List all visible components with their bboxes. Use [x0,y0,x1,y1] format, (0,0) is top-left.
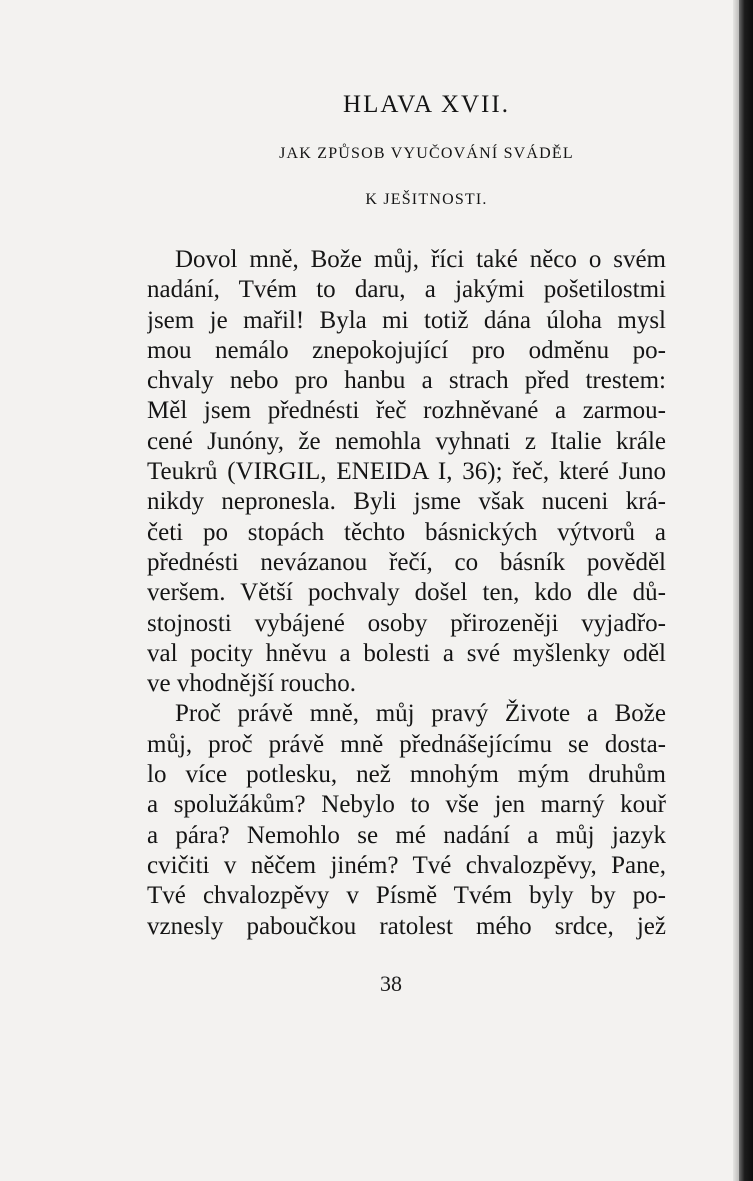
text-line: lo více potlesku, než mnohým mým druhům [147,761,666,789]
text-line: Proč právě mně, můj pravý Živote a Bože [175,700,666,728]
text-line: chvaly nebo pro hanbu a strach před trestem: [147,367,666,395]
text-line: vznesly paboučkou ratolest mého srdce, jež [147,912,666,940]
body-text [147,245,666,942]
book-binding-edge [739,0,753,1181]
paragraph-2 [147,699,666,941]
text-line: Tvé chvalozpěvy v Písmě Tvém byly by po- [147,882,666,910]
text-line: a pára? Nemohlo se mé nadání a můj jazyk [147,821,666,849]
chapter-heading: HLAVA XVII. [343,91,510,118]
text-line: četi po stopách těchto básnických výtvorů a [147,518,666,546]
chapter-subtitle-line2: K JEŠITNOSTI. [365,191,488,208]
text-line: nikdy nepronesla. Byli jsme však nuceni krá- [147,488,666,516]
text-line: můj, proč právě mně přednášejícímu se dosta- [147,730,666,758]
text-line: cené Junóny, že nemohla vyhnati z Italie krále [147,427,666,455]
text-line: nadání, Tvém to daru, a jakými pošetilostmi [147,276,666,304]
text-line: Teukrů (VIRGIL, ENEIDA I, 36); řeč, které Juno [147,458,666,486]
text-line: mou nemálo znepokojující pro odměnu po- [147,336,666,364]
text-line: ve vhodnější roucho. [147,670,356,698]
text-line: Dovol mně, Bože můj, říci také něco o svém [175,246,666,273]
text-line: jsem je mařil! Byla mi totiž dána úloha mysl [147,306,666,334]
text-line: Měl jsem přednésti řeč rozhněvané a zarmou- [147,397,666,425]
text-line: a spolužákům? Nebylo to vše jen marný kouř [147,791,666,819]
text-line: val pocity hněvu a bolesti a své myšlenky oděl [147,639,666,667]
text-line: přednésti nevázanou řečí, co básník pověděl [147,548,666,576]
text-line: stojnosti vybájené osoby přirozeněji vyjadřo- [147,609,666,637]
text-line: veršem. Větší pochvaly došel ten, kdo dle dů- [147,579,666,607]
page-number: 38 [380,971,402,996]
text-line: cvičiti v něčem jiném? Tvé chvalozpěvy, Pane, [147,851,666,879]
paragraph-1 [147,245,666,699]
chapter-subtitle-line1: JAK ZPŮSOB VYUČOVÁNÍ SVÁDĚL [279,145,574,162]
